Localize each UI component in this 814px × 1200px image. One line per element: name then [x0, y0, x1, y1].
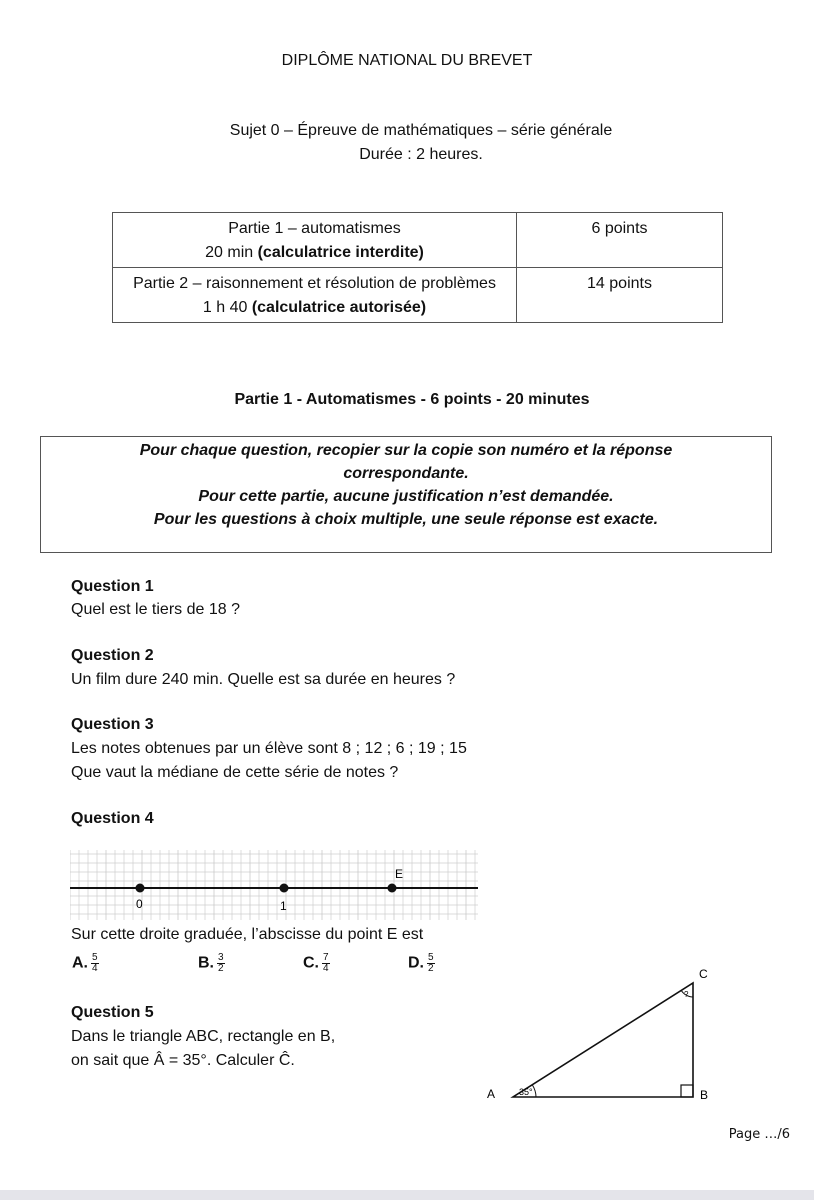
- instruction-line: Pour les questions à choix multiple, une seule réponse est exacte.: [153, 511, 659, 528]
- part-label: Partie 2 – raisonnement et résolution de problèmes: [133, 275, 496, 292]
- question-5-text: on sait que Â = 35°. Calculer Ĉ.: [71, 1052, 295, 1069]
- choice-letter: B.: [198, 954, 214, 972]
- choice-c: [303, 953, 330, 974]
- grid: [70, 854, 478, 914]
- fraction: $\frac{7}{4}$: [323, 952, 329, 974]
- question-2-text: Un film dure 240 min. Quelle est sa durée en heures ?: [71, 671, 456, 688]
- point-zero: [136, 884, 145, 893]
- vertex-c-label: C: [699, 967, 708, 981]
- vertex-b-label: B: [700, 1088, 709, 1102]
- table-cell-points: 6 points: [517, 213, 723, 268]
- question-4-text: Sur cette droite graduée, l’abscisse du point E est: [71, 926, 424, 943]
- choice-letter: D.: [408, 954, 424, 972]
- point-e: [388, 884, 397, 893]
- question-1-text: Quel est le tiers de 18 ?: [71, 601, 240, 618]
- page-number: Page …/6: [728, 1127, 790, 1142]
- choice-letter: A.: [72, 954, 88, 972]
- calculator-rule: (calculatrice autorisée): [251, 299, 427, 316]
- fraction: $\frac{3}{2}$: [218, 952, 224, 974]
- right-angle-mark: [681, 1085, 693, 1097]
- table-cell-part: [113, 268, 517, 323]
- part1-heading: Partie 1 - Automatismes - 6 points - 20 minutes: [234, 391, 590, 408]
- question-3-text: Les notes obtenues par un élève sont 8 ; 12 ; 6 ; 19 ; 15: [71, 740, 467, 757]
- instructions-box: [40, 436, 772, 553]
- calculator-rule: (calculatrice interdite): [257, 244, 424, 261]
- vertex-a-label: A: [487, 1087, 496, 1101]
- part-label: Partie 1 – automatismes: [228, 220, 401, 237]
- angle-a-arc: [532, 1085, 536, 1097]
- number-line-figure: [70, 850, 480, 922]
- exam-subtitle: Sujet 0 – Épreuve de mathématiques – série générale: [229, 122, 613, 139]
- instruction-line: correspondante.: [343, 465, 469, 482]
- question-3-text: Que vaut la médiane de cette série de notes ?: [71, 764, 399, 781]
- choice-letter: C.: [303, 954, 319, 972]
- document-title: DIPLÔME NATIONAL DU BREVET: [281, 52, 533, 69]
- question-4-label: Question 4: [71, 810, 154, 827]
- triangle-abc: [513, 983, 693, 1097]
- question-5-label: Question 5: [71, 1004, 154, 1021]
- choice-d: [408, 953, 435, 974]
- angle-c-value: ?: [684, 990, 689, 999]
- choice-a: [72, 953, 99, 974]
- exam-duration: Durée : 2 heures.: [359, 146, 483, 163]
- triangle-figure: [480, 960, 730, 1110]
- table-row: [113, 213, 723, 268]
- question-3-label: Question 3: [71, 716, 154, 733]
- label-zero: 0: [136, 897, 143, 911]
- question-5-text: Dans le triangle ABC, rectangle en B,: [71, 1028, 336, 1045]
- label-e: E: [395, 867, 404, 881]
- part-duration: 20 min: [205, 244, 258, 261]
- part-duration: 1 h 40: [202, 299, 252, 316]
- score-table: [112, 212, 723, 323]
- instruction-line: Pour cette partie, aucune justification n’est demandée.: [198, 488, 614, 505]
- fraction: $\frac{5}{4}$: [92, 952, 98, 974]
- instruction-line: Pour chaque question, recopier sur la copie son numéro et la réponse: [139, 442, 673, 459]
- question-2-label: Question 2: [71, 647, 154, 664]
- choice-b: [198, 953, 225, 974]
- point-one: [280, 884, 289, 893]
- table-cell-points: 14 points: [517, 268, 723, 323]
- fraction: $\frac{5}{2}$: [428, 952, 434, 974]
- label-one: 1: [280, 899, 287, 913]
- question-1-label: Question 1: [71, 578, 154, 595]
- angle-a-value: 35°: [519, 1087, 533, 1097]
- table-cell-part: [113, 213, 517, 268]
- viewer-bottom-bar: [0, 1190, 814, 1200]
- table-row: [113, 268, 723, 323]
